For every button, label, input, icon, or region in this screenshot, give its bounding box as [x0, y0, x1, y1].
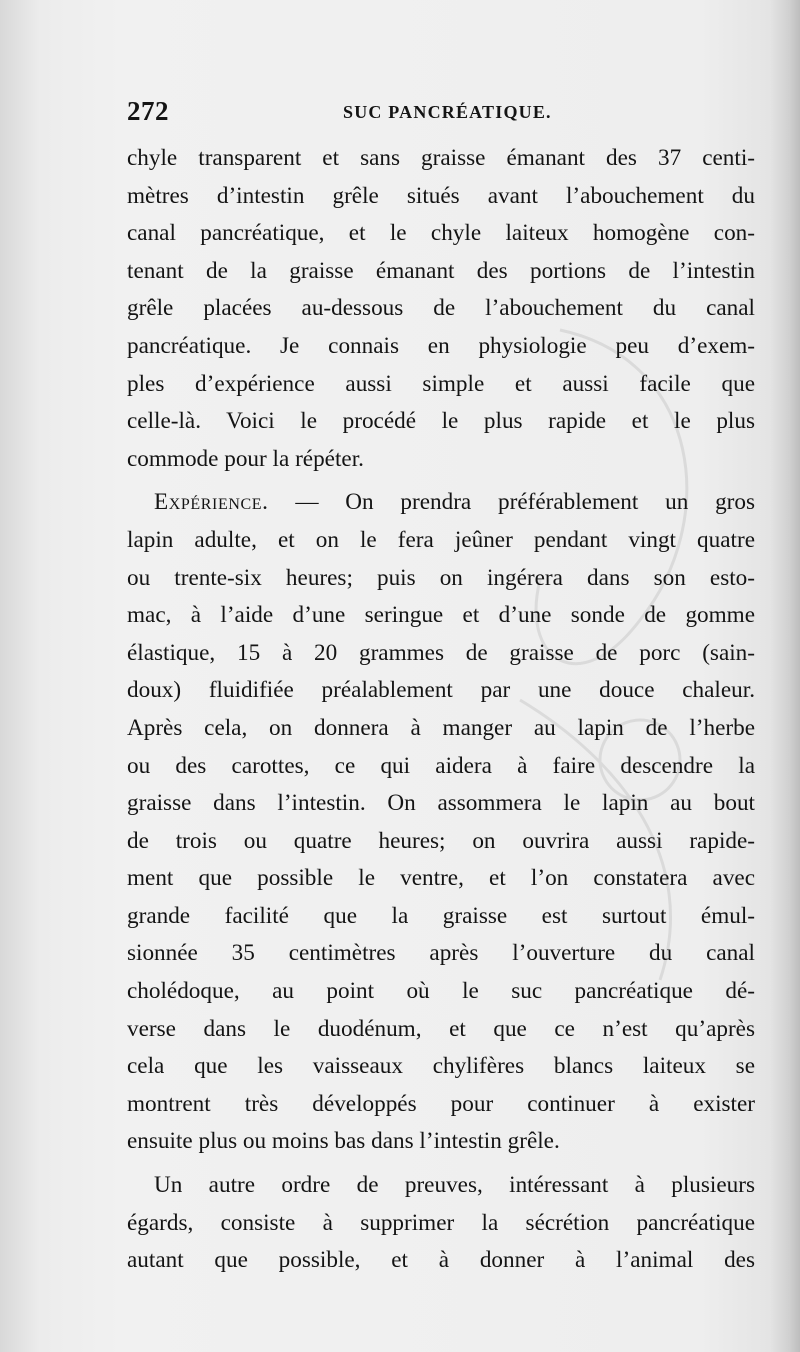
text-line: mac, à l’aide d’une seringue et d’une sonde de gomme	[127, 602, 755, 629]
text-line: verse dans le duodénum, et que ce n’est qu’après	[127, 1015, 755, 1042]
text-line: ensuite plus ou moins bas dans l’intestin grêle.	[127, 1128, 560, 1155]
text-line: montrent très développés pour continuer à exister	[127, 1090, 755, 1117]
section-lead: Expérience.	[154, 489, 269, 516]
text-line: ou trente-six heures; puis on ingérera dans son esto-	[127, 564, 755, 591]
text-line: mètres d’intestin grêle situés avant l’abouchement du	[127, 182, 755, 209]
page-number: 272	[127, 96, 169, 126]
text-line-rest: — On prendra préférablement un gros	[268, 489, 755, 516]
text-line: grêle placées au-dessous de l’abouchement du canal	[127, 295, 755, 322]
text-line	[127, 484, 755, 522]
text-line: ment que possible le ventre, et l’on constatera avec	[127, 865, 755, 892]
text-line: égards, consiste à supprimer la sécrétion pancréatique	[127, 1209, 755, 1236]
text-line: doux) fluidifiée préalablement par une douce chaleur.	[127, 677, 755, 704]
text-line: ples d’expérience aussi simple et aussi facile que	[127, 370, 755, 397]
text-line: Un autre ordre de preuves, intéressant à plusieurs	[154, 1172, 755, 1199]
text-line: pancréatique. Je connais en physiologie peu d’exem-	[127, 332, 755, 359]
paragraph-1	[127, 140, 755, 478]
text-line: canal pancréatique, et le chyle laiteux homogène con-	[127, 220, 755, 247]
text-line: tenant de la graisse émanant des portions de l’intestin	[127, 257, 755, 284]
text-line: cholédoque, au point où le suc pancréatique dé-	[127, 978, 755, 1005]
text-line: commode pour la répéter.	[127, 445, 364, 472]
paragraph-2	[127, 484, 755, 1161]
body-text	[127, 140, 755, 1280]
text-line: grande facilité que la graisse est surtout émul-	[127, 902, 755, 929]
text-line: sionnée 35 centimètres après l’ouverture du canal	[127, 940, 755, 967]
text-line: ou des carottes, ce qui aidera à faire descendre la	[127, 752, 755, 779]
text-line: cela que les vaisseaux chylifères blancs laiteux se	[127, 1053, 755, 1080]
paragraph-3	[127, 1167, 755, 1280]
text-line: autant que possible, et à donner à l’animal des	[127, 1247, 755, 1274]
page-header	[127, 96, 757, 136]
text-line: graisse dans l’intestin. On assommera le lapin au bout	[127, 790, 755, 817]
text-line: Après cela, on donnera à manger au lapin de l’herbe	[127, 714, 755, 741]
text-line: lapin adulte, et on le fera jeûner pendant vingt quatre	[127, 526, 755, 553]
text-line: celle-là. Voici le procédé le plus rapide et le plus	[127, 408, 755, 435]
running-head: SUC PANCRÉATIQUE.	[343, 102, 552, 122]
text-line: de trois ou quatre heures; on ouvrira aussi rapide-	[127, 827, 755, 854]
text-line: chyle transparent et sans graisse émanant des 37 centi-	[127, 145, 755, 171]
text-line: élastique, 15 à 20 grammes de graisse de porc (sain-	[127, 639, 755, 666]
